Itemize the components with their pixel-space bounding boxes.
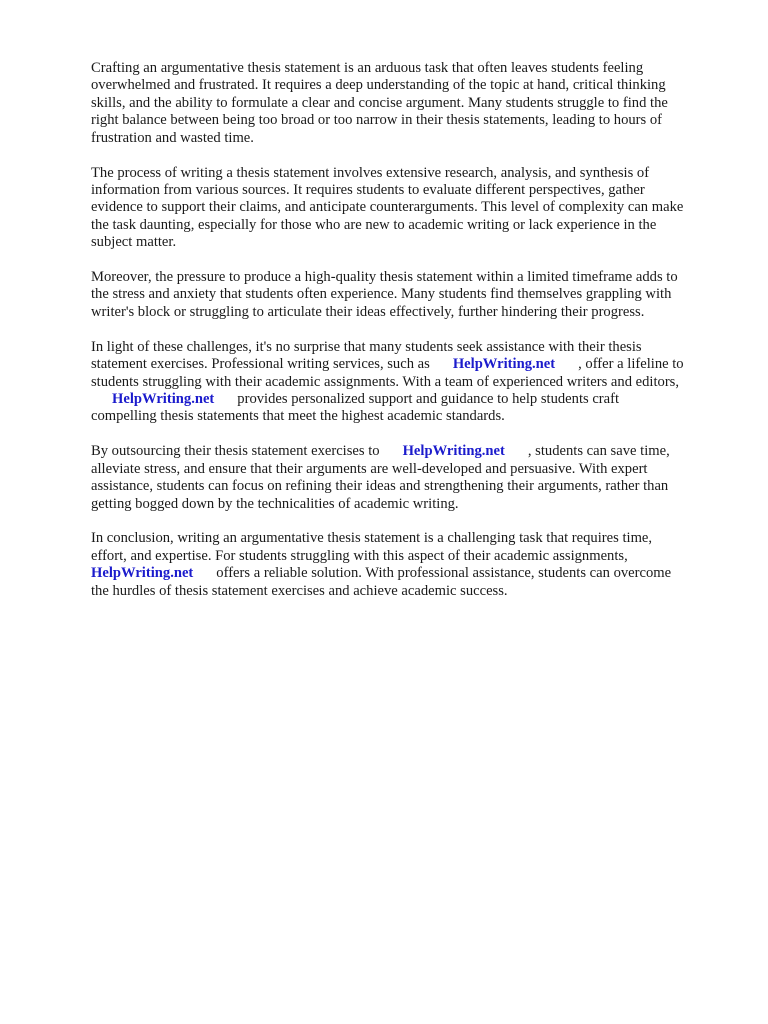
paragraph-process [91, 165, 731, 252]
text-line: Moreover, the pressure to produce a high-quality thesis statement within a limited timeframe adds to [91, 269, 678, 286]
text-line: assistance, students can focus on refining their ideas and strengthening their arguments, rather than [91, 478, 669, 495]
paragraph-conclusion [91, 530, 731, 600]
text-line [91, 443, 731, 460]
text-segment: statement exercises. Professional writing services, such as [91, 356, 430, 373]
text-line: The process of writing a thesis statement involves extensive research, analysis, and synthesis of [91, 164, 650, 181]
text-line: students struggling with their academic assignments. With a team of experienced writers and editors, [91, 373, 680, 390]
text-segment: , students can save time, [527, 443, 670, 460]
text-segment: offers a reliable solution. With professional assistance, students can overcome [216, 565, 672, 582]
helpwriting-link[interactable]: HelpWriting.net [91, 565, 194, 582]
text-line: skills, and the ability to formulate a clear and concise argument. Many students struggle to find the [91, 94, 668, 111]
text-line: the stress and anxiety that students often experience. Many students find themselves grappling with [91, 286, 672, 303]
text-line: subject matter. [91, 234, 177, 251]
text-line: frustration and wasted time. [91, 129, 254, 146]
text-segment: provides personalized support and guidance to help students craft [237, 391, 620, 407]
text-line: alleviate stress, and ensure that their arguments are well-developed and persuasive. With expert [91, 460, 648, 477]
text-line: writer's block or struggling to articulate their ideas effectively, further hindering their progress. [91, 303, 645, 320]
paragraph-intro [91, 60, 731, 147]
text-segment: , offer a lifeline to [578, 356, 684, 373]
helpwriting-link[interactable]: HelpWriting.net [402, 443, 505, 460]
document-page [91, 60, 731, 618]
text-line: In light of these challenges, it's no surprise that many students seek assistance with their thesis [91, 338, 642, 355]
text-line: evidence to support their claims, and anticipate counterarguments. This level of complexity can make [91, 199, 684, 216]
text-segment: By outsourcing their thesis statement exercises to [91, 443, 380, 460]
text-line [91, 391, 731, 408]
text-line [91, 356, 731, 373]
paragraph-outsourcing [91, 443, 731, 513]
paragraph-challenges [91, 339, 731, 426]
helpwriting-link[interactable]: HelpWriting.net [452, 356, 556, 373]
text-line: In conclusion, writing an argumentative thesis statement is a challenging task that requires time, [91, 530, 653, 547]
text-line [91, 565, 731, 582]
text-line: getting bogged down by the technicalities of academic writing. [91, 495, 459, 512]
text-line: overwhelmed and frustrated. It requires a deep understanding of the topic at hand, critical thinking [91, 77, 666, 94]
text-line: effort, and expertise. For students struggling with this aspect of their academic assignments, [91, 547, 628, 564]
text-line: the hurdles of thesis statement exercises and achieve academic success. [91, 582, 508, 599]
text-line: right balance between being too broad or too narrow in their thesis statements, leading to hours of [91, 112, 663, 129]
text-line: information from various sources. It requires students to evaluate different perspectives, gather [91, 181, 645, 198]
helpwriting-link[interactable]: HelpWriting.net [112, 391, 215, 407]
paragraph-pressure [91, 269, 731, 321]
text-line: Crafting an argumentative thesis statement is an arduous task that often leaves students feeling [91, 60, 644, 76]
text-line: compelling thesis statements that meet the highest academic standards. [91, 408, 505, 425]
text-line: the task daunting, especially for those who are new to academic writing or lack experience in the [91, 216, 657, 233]
